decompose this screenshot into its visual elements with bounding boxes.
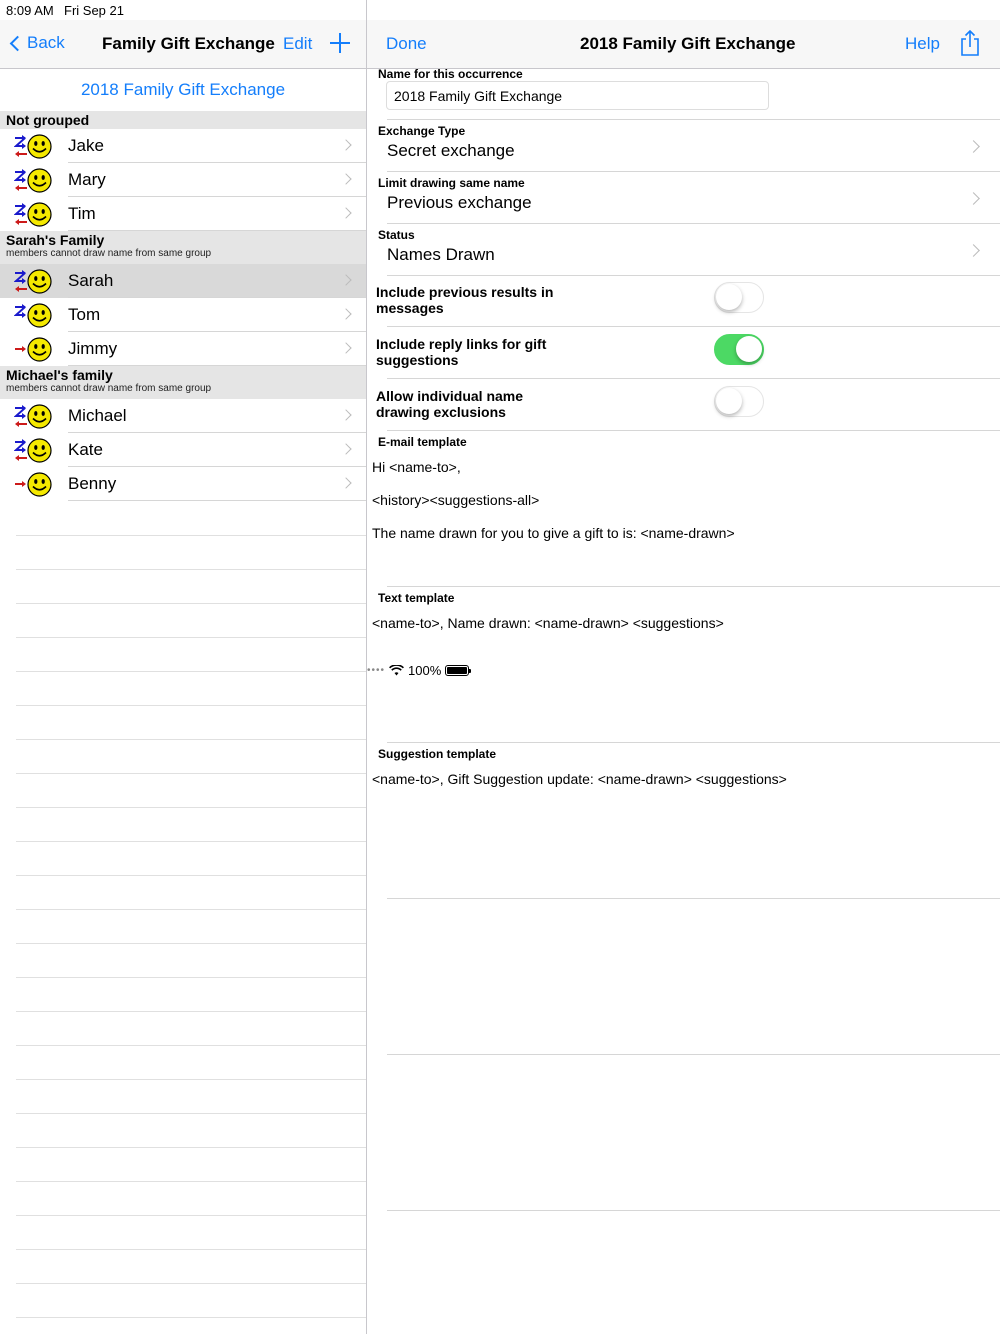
- smiley-icon: [27, 303, 52, 328]
- empty-row-line: [16, 1147, 366, 1148]
- suggestion-template-label: Suggestion template: [378, 747, 497, 761]
- person-name: Michael: [68, 406, 127, 425]
- separator: [387, 326, 1000, 327]
- draw-arrows-icon: [14, 133, 28, 159]
- status-value: Names Drawn: [387, 245, 495, 264]
- toggle-label: Include previous results in messages: [376, 284, 554, 316]
- chevron-right-icon: [340, 308, 351, 319]
- chevron-right-icon: [967, 140, 980, 153]
- section-title: Michael's family: [6, 367, 113, 383]
- smiley-icon: [27, 168, 52, 193]
- section-subtitle: members cannot draw name from same group: [6, 383, 212, 394]
- text-template-field[interactable]: <name-to>, Name drawn: <name-drawn> <suggestions>: [372, 615, 724, 631]
- draw-arrows-icon: [14, 268, 28, 294]
- chevron-right-icon: [340, 207, 351, 218]
- empty-row-line: [16, 977, 366, 978]
- empty-row-line: [16, 875, 366, 876]
- person-row[interactable]: [0, 433, 366, 467]
- separator: [387, 171, 1000, 172]
- toggle-switch[interactable]: [714, 386, 764, 417]
- person-row[interactable]: [0, 129, 366, 163]
- smiley-icon: [27, 472, 52, 497]
- person-name: Mary: [68, 170, 106, 189]
- empty-row-line: [16, 705, 366, 706]
- share-icon[interactable]: [960, 30, 980, 56]
- signal-icon: ••••: [367, 664, 386, 676]
- person-name: Tom: [68, 305, 101, 324]
- person-row[interactable]: [0, 197, 366, 231]
- empty-row-line: [16, 739, 366, 740]
- empty-row-line: [16, 671, 366, 672]
- chevron-right-icon: [340, 409, 351, 420]
- empty-row-line: [16, 1079, 366, 1080]
- draw-arrows-icon: [14, 167, 28, 193]
- help-button[interactable]: Help: [905, 34, 940, 53]
- empty-row-line: [16, 1283, 366, 1284]
- smiley-icon: [27, 134, 52, 159]
- smiley-icon: [27, 404, 52, 429]
- draw-arrows-icon: [14, 302, 28, 328]
- draw-arrows-icon: [14, 471, 28, 497]
- chevron-right-icon: [340, 443, 351, 454]
- occurrence-name-field[interactable]: 2018 Family Gift Exchange: [386, 81, 769, 110]
- done-button[interactable]: Done: [386, 34, 427, 53]
- empty-row-line: [16, 569, 366, 570]
- suggestion-template-field[interactable]: <name-to>, Gift Suggestion update: <name-drawn> <suggestions>: [372, 771, 787, 787]
- separator: [387, 1054, 1000, 1055]
- status-date: Fri Sep 21: [64, 3, 124, 18]
- draw-arrows-icon: [14, 437, 28, 463]
- empty-row-line: [16, 909, 366, 910]
- draw-arrows-icon: [14, 336, 28, 362]
- chevron-right-icon: [967, 192, 980, 205]
- empty-row-line: [16, 637, 366, 638]
- right-nav-bar: [367, 20, 1000, 69]
- chevron-right-icon: [340, 477, 351, 488]
- chevron-right-icon: [340, 139, 351, 150]
- master-pane: [0, 0, 366, 1334]
- name-label: Name for this occurrence: [378, 67, 523, 81]
- section-header: [0, 111, 366, 129]
- exchange-type-value: Secret exchange: [387, 141, 515, 160]
- draw-arrows-icon: [14, 201, 28, 227]
- toggle-switch[interactable]: [714, 334, 764, 365]
- email-line: Hi <name-to>,: [372, 459, 461, 475]
- separator: [387, 223, 1000, 224]
- chevron-right-icon: [340, 274, 351, 285]
- battery-percent: 100%: [408, 662, 442, 678]
- empty-row-line: [16, 1181, 366, 1182]
- chevron-right-icon: [967, 244, 980, 257]
- empty-row-line: [16, 841, 366, 842]
- back-button[interactable]: [8, 33, 65, 53]
- add-icon[interactable]: [330, 33, 350, 53]
- empty-row-line: [16, 773, 366, 774]
- toggle-switch[interactable]: [714, 282, 764, 313]
- person-name: Tim: [68, 204, 96, 223]
- exchange-link[interactable]: 2018 Family Gift Exchange: [80, 80, 286, 99]
- separator: [387, 275, 1000, 276]
- person-name: Jimmy: [68, 339, 118, 358]
- section-header: [0, 231, 366, 264]
- separator: [387, 1210, 1000, 1211]
- smiley-icon: [27, 337, 52, 362]
- chevron-right-icon: [340, 173, 351, 184]
- toggle-label: Include reply links for gift suggestions: [376, 336, 547, 368]
- section-header: [0, 366, 366, 399]
- smiley-icon: [27, 202, 52, 227]
- toggle-knob: [736, 336, 762, 362]
- empty-row-line: [16, 603, 366, 604]
- right-nav-title: 2018 Family Gift Exchange: [580, 34, 796, 53]
- email-template-label: E-mail template: [378, 435, 467, 449]
- left-nav-title: Family Gift Exchange: [102, 34, 275, 53]
- detail-pane: [367, 0, 1000, 1334]
- section-title: Not grouped: [6, 112, 90, 128]
- person-row[interactable]: [0, 264, 366, 298]
- separator: [387, 430, 1000, 431]
- section-title: Sarah's Family: [6, 232, 105, 248]
- empty-row-line: [16, 1113, 366, 1114]
- draw-arrows-icon: [14, 403, 28, 429]
- toggle-knob: [716, 388, 742, 414]
- left-nav-bar: [0, 20, 366, 69]
- email-line: <history><suggestions-all>: [372, 492, 540, 508]
- separator: [387, 742, 1000, 743]
- toggle-knob: [716, 284, 742, 310]
- text-template-label: Text template: [378, 591, 455, 605]
- empty-row-line: [16, 807, 366, 808]
- email-line: The name drawn for you to give a gift to is: <name-drawn>: [372, 525, 735, 541]
- person-row[interactable]: [0, 298, 366, 332]
- empty-row-line: [16, 1011, 366, 1012]
- smiley-icon: [27, 269, 52, 294]
- person-name: Benny: [68, 474, 117, 493]
- separator: [387, 586, 1000, 587]
- empty-row-line: [16, 535, 366, 536]
- section-subtitle: members cannot draw name from same group: [6, 248, 212, 259]
- chevron-left-icon: [10, 35, 26, 51]
- separator: [387, 378, 1000, 379]
- person-row[interactable]: [0, 163, 366, 197]
- status-time: 8:09 AM: [6, 3, 54, 18]
- edit-button[interactable]: Edit: [283, 34, 313, 53]
- person-name: Kate: [68, 440, 103, 459]
- person-row[interactable]: [0, 332, 366, 366]
- person-row[interactable]: [0, 399, 366, 433]
- back-label: Back: [27, 33, 65, 52]
- limit-label: Limit drawing same name: [378, 176, 525, 190]
- person-row[interactable]: [0, 467, 366, 501]
- empty-row-line: [16, 1249, 366, 1250]
- empty-row-line: [16, 943, 366, 944]
- chevron-right-icon: [340, 342, 351, 353]
- status-label: Status: [378, 228, 415, 242]
- separator: [387, 119, 1000, 120]
- limit-value: Previous exchange: [387, 193, 532, 212]
- empty-row-line: [16, 1215, 366, 1216]
- empty-row-line: [16, 1317, 366, 1318]
- person-name: Sarah: [68, 271, 114, 290]
- empty-row-line: [16, 1045, 366, 1046]
- separator: [68, 500, 366, 501]
- person-name: Jake: [68, 136, 104, 155]
- toggle-label: Allow individual name drawing exclusions: [376, 388, 524, 420]
- smiley-icon: [27, 438, 52, 463]
- separator: [387, 898, 1000, 899]
- exchange-type-label: Exchange Type: [378, 124, 466, 138]
